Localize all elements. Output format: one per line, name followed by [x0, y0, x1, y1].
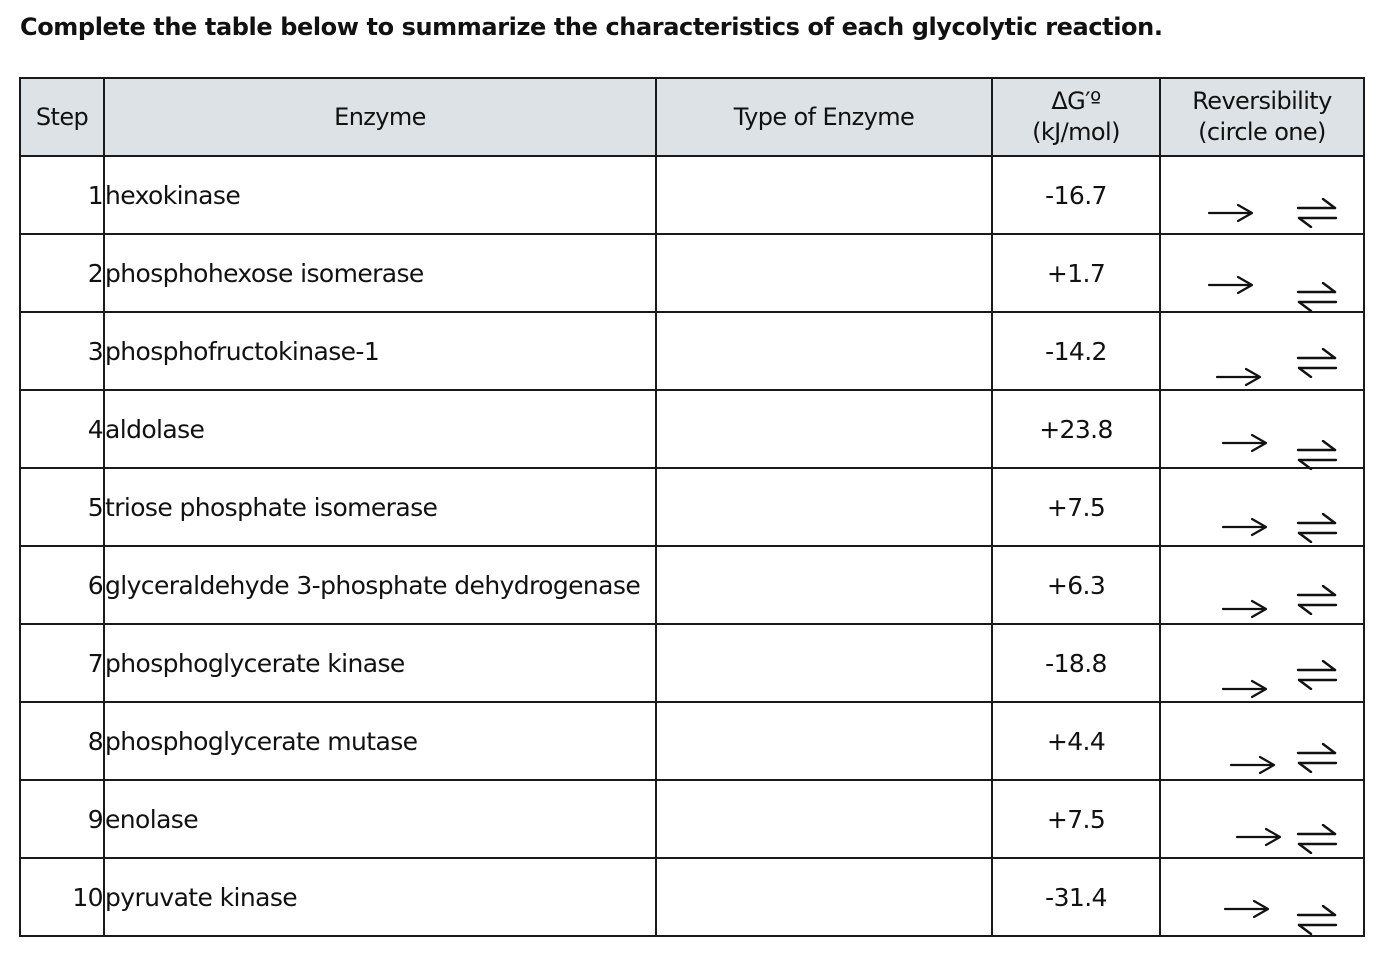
reversibility-choice: [1160, 390, 1364, 468]
step-number: 1: [20, 156, 104, 234]
table-row: [20, 858, 1364, 936]
reversible-equilibrium-arrows-icon[interactable]: [1296, 282, 1338, 312]
reversible-equilibrium-arrows-icon[interactable]: [1296, 660, 1338, 690]
delta-g-value: +1.7: [992, 234, 1160, 312]
type-of-enzyme-blank[interactable]: [656, 702, 992, 780]
step-number: 2: [20, 234, 104, 312]
worksheet-instruction: Complete the table below to summarize the characteristics of each glycolytic reaction.: [20, 13, 1163, 41]
header-enzyme: Enzyme: [104, 78, 656, 156]
irreversible-arrow-icon[interactable]: [1221, 514, 1269, 534]
irreversible-arrow-icon[interactable]: [1221, 596, 1269, 616]
enzyme-name: aldolase: [104, 390, 656, 468]
step-number: 5: [20, 468, 104, 546]
step-number: 7: [20, 624, 104, 702]
type-of-enzyme-blank[interactable]: [656, 546, 992, 624]
header-delta-g-symbol: ΔG′º: [1051, 87, 1101, 115]
reversible-equilibrium-arrows-icon[interactable]: [1296, 513, 1338, 543]
enzyme-name: phosphohexose isomerase: [104, 234, 656, 312]
table-row: [20, 780, 1364, 858]
header-delta-g-units: (kJ/mol): [1032, 118, 1120, 146]
reversible-equilibrium-arrows-icon[interactable]: [1296, 905, 1338, 935]
header-reversibility-label: Reversibility: [1192, 87, 1332, 115]
reversibility-choice: [1160, 468, 1364, 546]
header-delta-g: [992, 78, 1160, 156]
irreversible-arrow-icon[interactable]: [1207, 272, 1255, 292]
enzyme-name: glyceraldehyde 3-phosphate dehydrogenase: [104, 546, 656, 624]
irreversible-arrow-icon[interactable]: [1215, 364, 1263, 384]
reversible-equilibrium-arrows-icon[interactable]: [1296, 743, 1338, 773]
delta-g-value: -31.4: [992, 858, 1160, 936]
delta-g-value: -16.7: [992, 156, 1160, 234]
reversibility-choice: [1160, 546, 1364, 624]
reversible-equilibrium-arrows-icon[interactable]: [1296, 198, 1338, 228]
enzyme-name: triose phosphate isomerase: [104, 468, 656, 546]
enzyme-name: phosphofructokinase-1: [104, 312, 656, 390]
irreversible-arrow-icon[interactable]: [1221, 676, 1269, 696]
irreversible-arrow-icon[interactable]: [1207, 200, 1255, 220]
enzyme-name: phosphoglycerate kinase: [104, 624, 656, 702]
delta-g-value: +23.8: [992, 390, 1160, 468]
reversible-equilibrium-arrows-icon[interactable]: [1296, 440, 1338, 470]
reversibility-choice: [1160, 624, 1364, 702]
step-number: 3: [20, 312, 104, 390]
reversible-equilibrium-arrows-icon[interactable]: [1296, 585, 1338, 615]
table-row: [20, 624, 1364, 702]
step-number: 6: [20, 546, 104, 624]
table-row: [20, 546, 1364, 624]
type-of-enzyme-blank[interactable]: [656, 156, 992, 234]
type-of-enzyme-blank[interactable]: [656, 468, 992, 546]
table-row: [20, 312, 1364, 390]
enzyme-name: pyruvate kinase: [104, 858, 656, 936]
irreversible-arrow-icon[interactable]: [1221, 430, 1269, 450]
delta-g-value: +4.4: [992, 702, 1160, 780]
irreversible-arrow-icon[interactable]: [1229, 752, 1277, 772]
type-of-enzyme-blank[interactable]: [656, 234, 992, 312]
delta-g-value: -14.2: [992, 312, 1160, 390]
table-row: [20, 702, 1364, 780]
irreversible-arrow-icon[interactable]: [1223, 896, 1271, 916]
header-type-of-enzyme: Type of Enzyme: [656, 78, 992, 156]
type-of-enzyme-blank[interactable]: [656, 624, 992, 702]
type-of-enzyme-blank[interactable]: [656, 312, 992, 390]
step-number: 9: [20, 780, 104, 858]
delta-g-value: +7.5: [992, 468, 1160, 546]
reversible-equilibrium-arrows-icon[interactable]: [1296, 824, 1338, 854]
reversibility-choice: [1160, 858, 1364, 936]
reversibility-choice: [1160, 312, 1364, 390]
enzyme-name: phosphoglycerate mutase: [104, 702, 656, 780]
type-of-enzyme-blank[interactable]: [656, 390, 992, 468]
reversibility-choice: [1160, 234, 1364, 312]
header-reversibility-instruction: (circle one): [1198, 118, 1326, 146]
delta-g-value: -18.8: [992, 624, 1160, 702]
type-of-enzyme-blank[interactable]: [656, 858, 992, 936]
table-row: [20, 390, 1364, 468]
reversibility-choice: [1160, 702, 1364, 780]
reversibility-choice: [1160, 780, 1364, 858]
glycolysis-summary-table: [19, 77, 1365, 937]
step-number: 10: [20, 858, 104, 936]
enzyme-name: enolase: [104, 780, 656, 858]
reversible-equilibrium-arrows-icon[interactable]: [1296, 348, 1338, 378]
delta-g-value: +7.5: [992, 780, 1160, 858]
step-number: 4: [20, 390, 104, 468]
delta-g-value: +6.3: [992, 546, 1160, 624]
step-number: 8: [20, 702, 104, 780]
table-header-row: [20, 78, 1364, 156]
table-row: [20, 234, 1364, 312]
header-reversibility: [1160, 78, 1364, 156]
header-step: Step: [20, 78, 104, 156]
table-row: [20, 156, 1364, 234]
reversibility-choice: [1160, 156, 1364, 234]
table-row: [20, 468, 1364, 546]
type-of-enzyme-blank[interactable]: [656, 780, 992, 858]
irreversible-arrow-icon[interactable]: [1235, 824, 1283, 844]
enzyme-name: hexokinase: [104, 156, 656, 234]
